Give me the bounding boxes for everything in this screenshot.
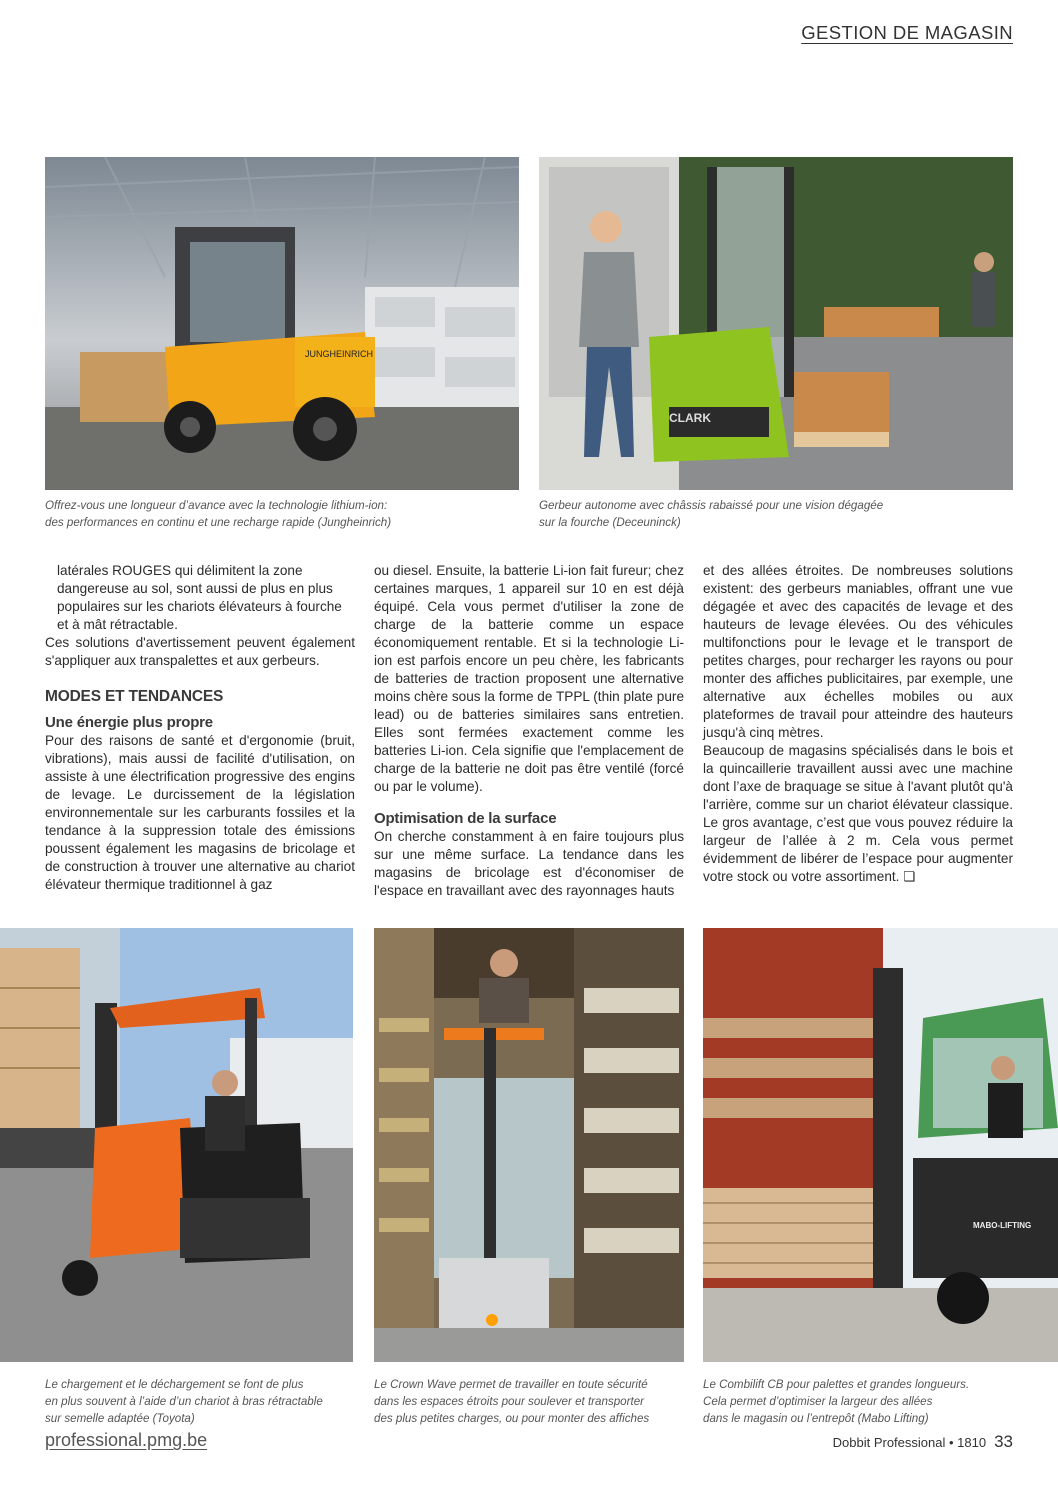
caption-line: des performances en continu et une recharge rapide (Jungheinrich) xyxy=(45,516,392,529)
paragraph: et des allées étroites. De nombreuses solutions existent: des gerbeurs maniables, offrant une vue dégagée et avec des capacités de levage et des hauteurs de levage élevées. Ou des véhicules multifonctions pour le levage et le transport de petites charges, pour recharger les rayons ou pour monter des affiches publicitaires, par exemple, une alternative aux échelles mobiles ou aux plateformes de travail pour atteindre des hauteurs jusqu'à cinq mètres. xyxy=(703,563,1013,740)
caption-line: sur semelle adaptée (Toyota) xyxy=(45,1412,195,1425)
caption-line: Cela permet d’optimiser la largeur des allées xyxy=(703,1395,933,1408)
caption-line: dans les espaces étroits pour soulever et transporter xyxy=(374,1395,645,1408)
article-column-3 xyxy=(703,562,1013,886)
photo-crown-wave xyxy=(374,928,684,1362)
caption-line: Offrez-vous une longueur d’avance avec la technologie lithium-ion: xyxy=(45,499,388,512)
section-title: GESTION DE MAGASIN xyxy=(801,22,1013,43)
vehicle-brand-label: CLARK xyxy=(669,411,711,425)
caption-line: en plus souvent à l’aide d’un chariot à bras rétractable xyxy=(45,1395,323,1408)
caption-line: sur la fourche (Deceuninck) xyxy=(539,516,681,529)
caption-line: Gerbeur autonome avec châssis rabaissé pour une vision dégagée xyxy=(539,499,884,512)
paragraph: Ces solutions d'avertissement peuvent également s'appliquer aux transpalettes et aux gerbeurs. xyxy=(45,635,355,668)
photo-forklift-lithium xyxy=(45,157,519,490)
vehicle-brand-label: JUNGHEINRICH xyxy=(305,349,374,359)
caption-top-right xyxy=(539,497,1013,531)
caption-bottom-left xyxy=(45,1376,355,1427)
caption-line: dans le magasin ou l’entrepôt (Mabo Lifting) xyxy=(703,1412,929,1425)
paragraph: On cherche constamment à en faire toujours plus sur une même surface. La tendance dans les magasins de bricolage est d'économiser de l'espace en travaillant avec des rayonnages hauts xyxy=(374,829,684,898)
caption-line: des plus petites charges, ou pour monter des affiches xyxy=(374,1412,650,1425)
section-heading: MODES ET TENDANCES xyxy=(45,688,224,705)
subheading: Optimisation de la surface xyxy=(374,810,557,827)
photo-stacker-clark xyxy=(539,157,1013,490)
caption-top-left xyxy=(45,497,519,531)
paragraph xyxy=(703,742,1013,886)
article-column-1 xyxy=(45,562,355,894)
magazine-issue: Dobbit Professional • 1810 xyxy=(832,1435,987,1450)
caption-line: Le chargement et le déchargement se font de plus xyxy=(45,1378,304,1391)
page-number: 33 xyxy=(994,1432,1013,1451)
caption-line: Le Crown Wave permet de travailler en toute sécurité xyxy=(374,1378,648,1391)
end-of-article-mark: ❏ xyxy=(903,869,916,884)
article-column-2 xyxy=(374,562,684,900)
website-link[interactable]: professional.pmg.be xyxy=(45,1430,208,1450)
photo-combilift-mabo xyxy=(703,928,1058,1362)
paragraph-text: Beaucoup de magasins spécialisés dans le bois et la quincaillerie travaillent aussi avec une machine dont l’axe de braquage se situe à l'avant plutôt qu'à l'arrière, comme sur un chariot élévateur classique. Le gros avantage, c’est que vous pouvez réduire la largeur de l’allée à 2 m. Cela vous permet évidemment de libérer de l’espace pour augmenter votre stock ou votre assortiment. xyxy=(703,743,1013,884)
photo-reach-truck-toyota xyxy=(0,928,353,1362)
caption-line: Le Combilift CB pour palettes et grandes longueurs. xyxy=(703,1378,970,1391)
caption-bottom-right xyxy=(703,1376,1023,1427)
caption-bottom-middle xyxy=(374,1376,684,1427)
paragraph: Pour des raisons de santé et d'ergonomie (bruit, vibrations), mais aussi de facilité d'utilisation, on assiste à une électrification progressive des engins de levage. Le durcissement de la législation environnementale sur les carburants fossiles et la tendance à la suppression totale des émissions poussent également les magasins de bricolage et de construction à trouver une alternative au chariot élévateur thermique traditionnel à gaz xyxy=(45,733,355,892)
subheading: Une énergie plus propre xyxy=(45,714,213,731)
bullet-continuation: latérales ROUGES qui délimitent la zone dangereuse au sol, sont aussi de plus en plus populaires sur les chariots élévateurs à fourche et à mât rétractable. xyxy=(57,563,342,632)
paragraph: ou diesel. Ensuite, la batterie Li-ion fait fureur; chez certaines marques, 1 appareil sur 10 en est déjà équipé. Cela vous permet d'utiliser la zone de charge de la batterie comme un espace économiquement rentable. Et si la technologie Li-ion est parfois encore un peu chère, les fabricants de batteries de traction proposent une alternative moins chère sous la forme de TPPL (thin plate pure lead) ou de batteries similaires sans entretien. Elles sont fermées exactement comme les batteries Li-ion. Cela signifie que l'emplacement de charge de la batterie ne doit pas être ventilé (forcé ou par le volume). xyxy=(374,563,684,794)
vehicle-brand-label: MABO-LIFTING xyxy=(973,1221,1032,1230)
footer-publication xyxy=(833,1432,1013,1452)
